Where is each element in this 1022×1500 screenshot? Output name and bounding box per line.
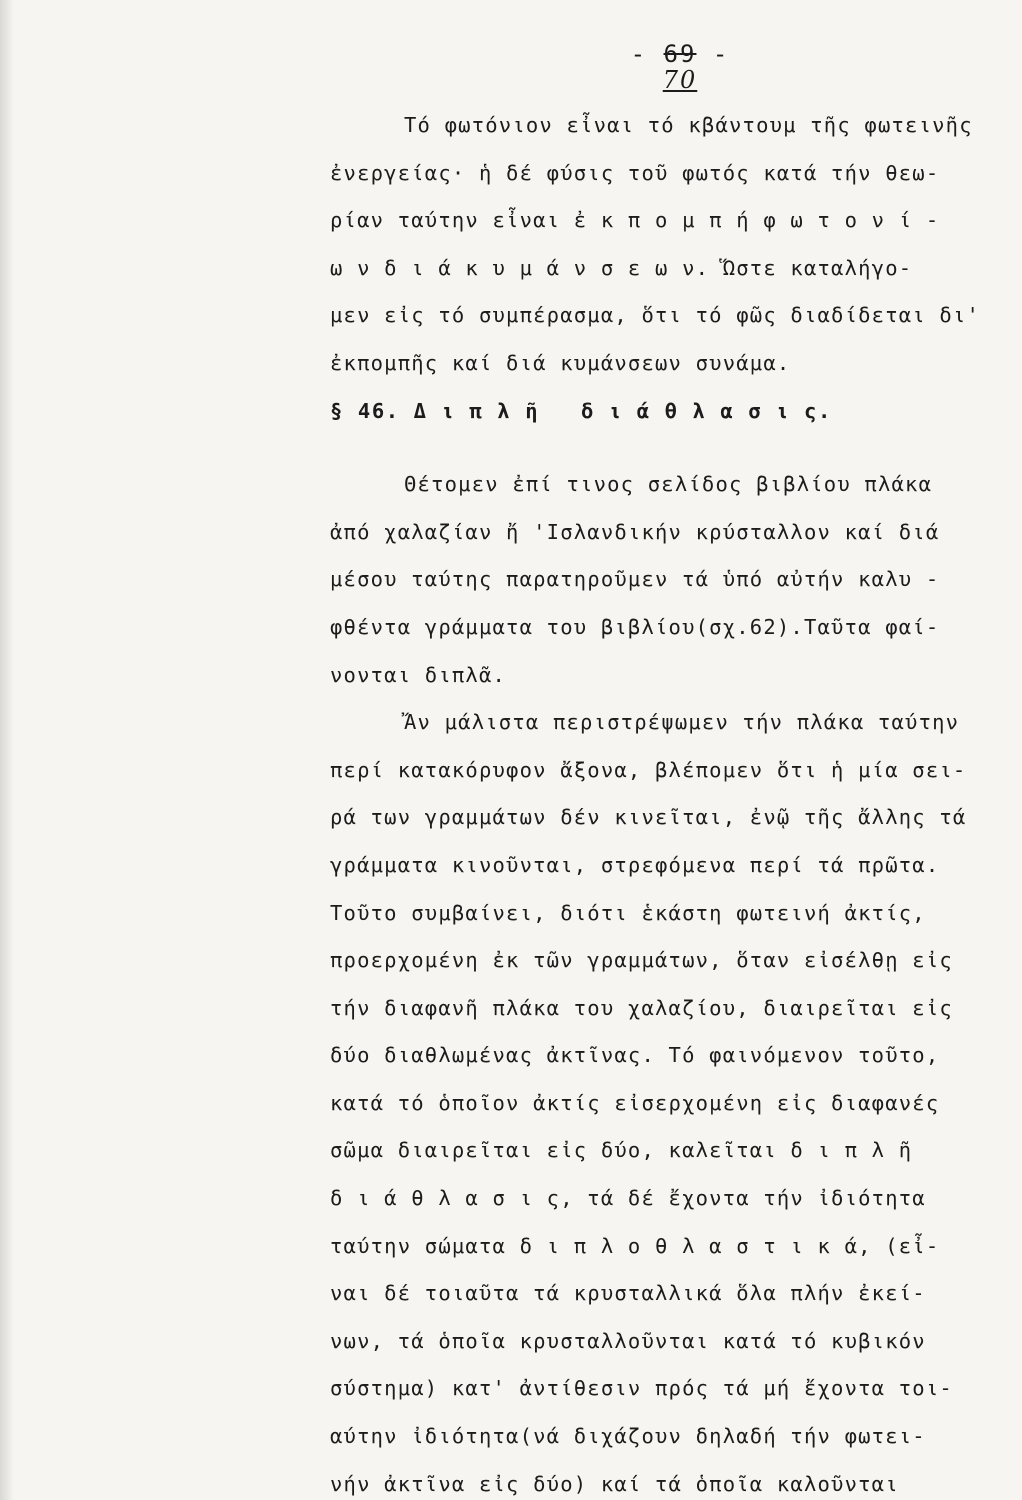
text-line: δύο διαθλωμένας ἀκτῖνας. Τό φαινόμενον τοῦτο, [330, 1043, 940, 1068]
page-binding-edge [0, 0, 14, 1500]
text-line: νήν ἀκτῖνα εἰς δύο) καί τά ὁποῖα καλοῦνται [330, 1471, 899, 1496]
text-line: περί κατακόρυφον ἄξονα, βλέπομεν ὅτι ἡ μία σει- [330, 757, 967, 782]
paragraph-rotation [330, 699, 970, 1500]
page-number-handwritten: 70 [662, 66, 698, 94]
text-line: ω ν δ ι ά κ υ μ ά ν σ ε ω ν. Ὥστε καταλήγο- [330, 255, 913, 280]
text-line: Τό φωτόνιον εἶναι τό κβάντουμ τῆς φωτεινῆς [404, 113, 973, 137]
paragraph-photon [330, 102, 981, 388]
text-line: τήν διαφανῆ πλάκα του χαλαζίου, διαιρεῖται εἰς [330, 995, 953, 1020]
text-line: μέσου ταύτης παρατηροῦμεν τά ὑπό αὐτήν καλυ - [330, 567, 940, 592]
text-line: ἐνεργείας· ἡ δέ φύσις τοῦ φωτός κατά τήν θεω- [330, 160, 940, 185]
text-line: σύστημα) κατ' ἀντίθεσιν πρός τά μή ἔχοντα τοι- [330, 1376, 953, 1401]
text-line: κατά τό ὁποῖον ἀκτίς εἰσερχομένη εἰς διαφανές [330, 1090, 940, 1115]
text-line: Ἄν μάλιστα περιστρέψωμεν τήν πλάκα ταύτην [404, 710, 960, 735]
spacer [330, 435, 970, 461]
section-heading: § 46. Δ ι π λ ῆ δ ι ά θ λ α σ ι ς. [330, 398, 832, 423]
page-number: - 69 - 70 [620, 40, 740, 94]
text-line: μεν εἰς τό συμπέρασμα, ὅτι τό φῶς διαδίδεται δι' [330, 303, 981, 328]
text-line: προερχομένη ἐκ τῶν γραμμάτων, ὅταν εἰσέλθῃ εἰς [330, 948, 953, 973]
text-line: Θέτομεν ἐπί τινος σελίδος βιβλίου πλάκα [404, 472, 933, 497]
text-line: ταύτην σώματα δ ι π λ ο θ λ α σ τ ι κ ά, (εἶ- [330, 1233, 940, 1258]
text-line: ἐκπομπῆς καί διά κυμάνσεων συνάμα. [330, 350, 791, 375]
paragraph-double-refraction [330, 461, 970, 699]
text-line: νονται διπλᾶ. [330, 662, 507, 687]
text-line: γράμματα κινοῦνται, στρεφόμενα περί τά πρῶτα. [330, 852, 940, 877]
text-line: ναι δέ τοιαῦτα τά κρυσταλλικά ὅλα πλήν ἐκεί- [330, 1281, 926, 1306]
text-line: δ ι ά θ λ α σ ι ς, τά δέ ἔχοντα τήν ἰδιότητα [330, 1186, 926, 1211]
text-line: Τοῦτο συμβαίνει, διότι ἑκάστη φωτεινή ἀκτίς, [330, 900, 926, 925]
text-line: νων, τά ὁποῖα κρυσταλλοῦνται κατά τό κυβικόν [330, 1328, 926, 1353]
text-line: ρά των γραμμάτων δέν κινεῖται, ἐνῷ τῆς ἄλλης τά [330, 805, 967, 830]
text-line: φθέντα γράμματα του βιβλίου(σχ.62).Ταῦτα φαί- [330, 614, 940, 639]
text-line: ἀπό χαλαζίαν ἤ 'Ισλανδικήν κρύσταλλον καί διά [330, 519, 940, 544]
text-line: αύτην ἰδιότητα(νά διχάζουν δηλαδή τήν φωτει- [330, 1424, 926, 1449]
page-number-crossed: 69 [663, 40, 697, 68]
text-line: σῶμα διαιρεῖται εἰς δύο, καλεῖται δ ι π λ ῆ [330, 1138, 913, 1163]
text-line: ρίαν ταύτην εἶναι ἐ κ π ο μ π ή φ ω τ ο ν ί - [330, 208, 940, 233]
body-text [330, 102, 981, 1500]
